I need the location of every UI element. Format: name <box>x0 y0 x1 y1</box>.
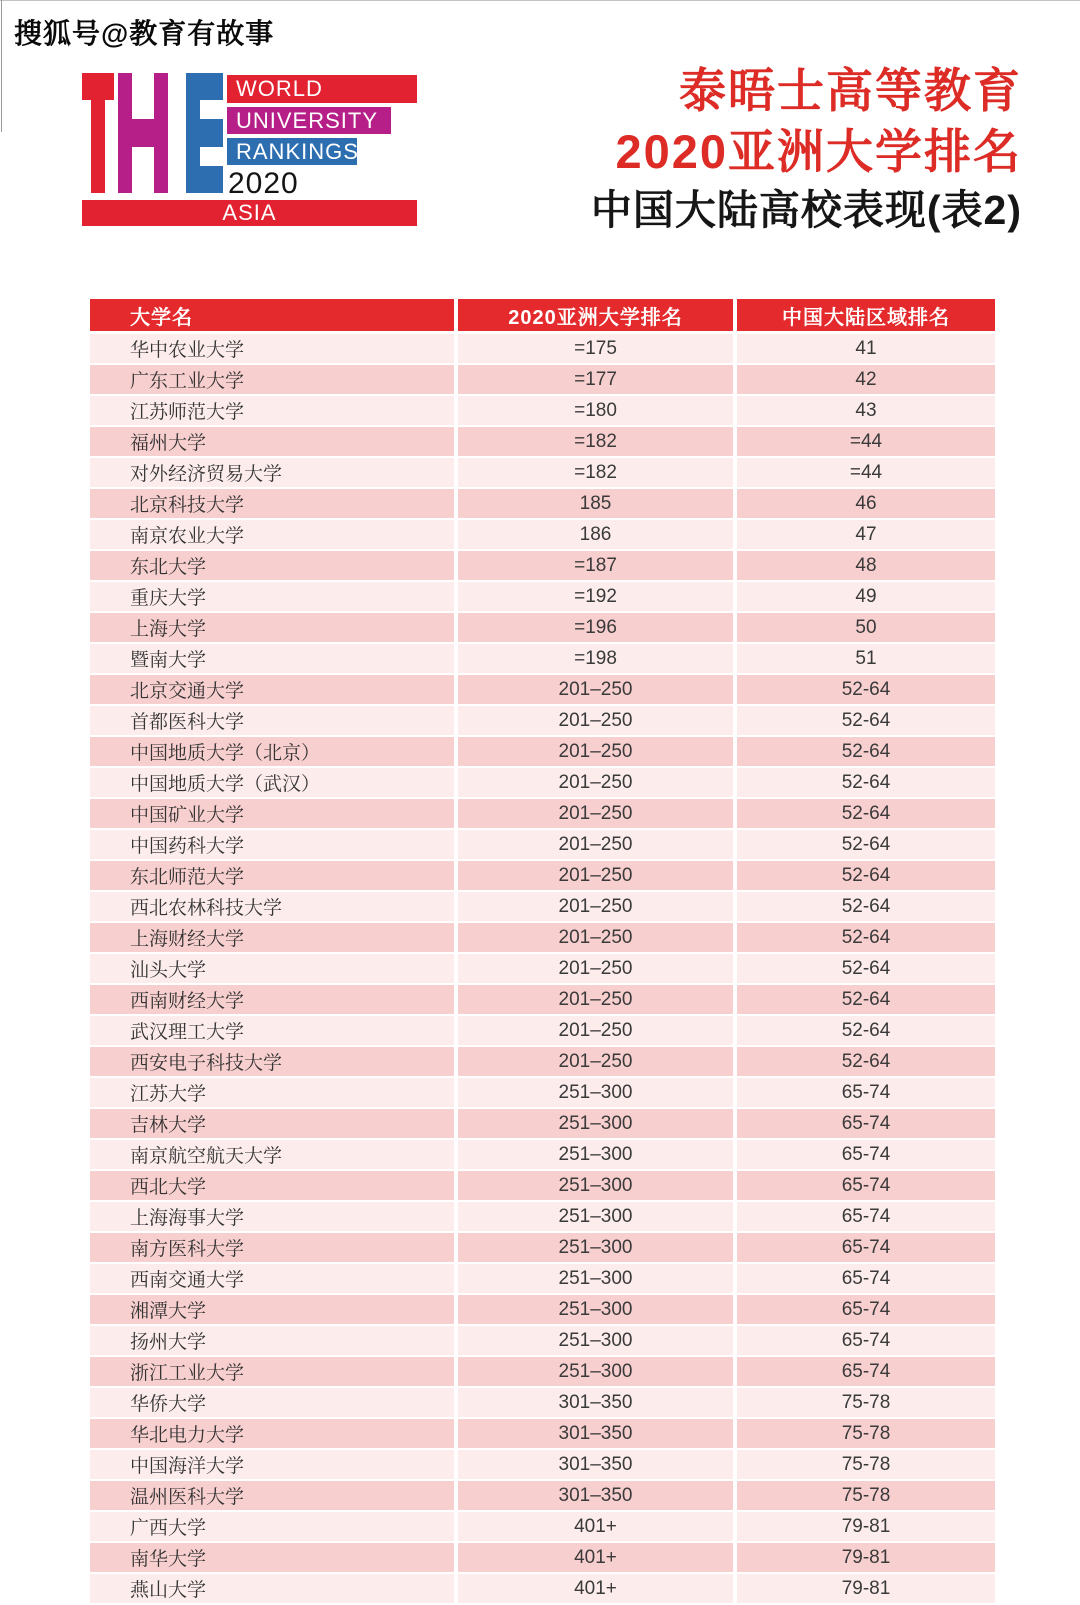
table-row <box>90 953 995 984</box>
table-row <box>90 1077 995 1108</box>
asia-rank-cell: =182 <box>456 426 735 457</box>
university-name-cell: 江苏师范大学 <box>90 395 456 426</box>
university-name-cell: 南华大学 <box>90 1542 456 1573</box>
table-row <box>90 1263 995 1294</box>
table-row <box>90 426 995 457</box>
mainland-rank-cell: 75-78 <box>735 1480 995 1511</box>
university-name-cell: 广东工业大学 <box>90 364 456 395</box>
asia-rank-cell: =180 <box>456 395 735 426</box>
asia-rank-cell: 251–300 <box>456 1232 735 1263</box>
asia-rank-cell: 201–250 <box>456 705 735 736</box>
mainland-rank-cell: 65-74 <box>735 1108 995 1139</box>
logo-year: 2020 <box>228 167 299 200</box>
asia-rank-cell: =182 <box>456 457 735 488</box>
table-row <box>90 922 995 953</box>
university-name-cell: 东北大学 <box>90 550 456 581</box>
col-header-mainland-rank: 中国大陆区域排名 <box>735 299 995 333</box>
title-line-2: 2020亚洲大学排名 <box>615 125 1022 178</box>
mainland-rank-cell: 42 <box>735 364 995 395</box>
table-row <box>90 767 995 798</box>
asia-rank-cell: 401+ <box>456 1573 735 1604</box>
university-name-cell: 上海大学 <box>90 612 456 643</box>
university-name-cell: 北京科技大学 <box>90 488 456 519</box>
title-line-3: 中国大陆高校表现(表2) <box>590 187 1022 233</box>
university-name-cell: 汕头大学 <box>90 953 456 984</box>
mainland-rank-cell: 79-81 <box>735 1511 995 1542</box>
logo-bar-university <box>227 107 391 134</box>
asia-rank-cell: 251–300 <box>456 1108 735 1139</box>
page-title <box>591 60 1022 239</box>
university-name-cell: 北京交通大学 <box>90 674 456 705</box>
university-name-cell: 广西大学 <box>90 1511 456 1542</box>
mainland-rank-cell: 52-64 <box>735 1015 995 1046</box>
asia-rank-cell: 401+ <box>456 1542 735 1573</box>
table-row <box>90 1201 995 1232</box>
asia-rank-cell: 251–300 <box>456 1294 735 1325</box>
table-row <box>90 488 995 519</box>
table-row <box>90 1418 995 1449</box>
table-row <box>90 891 995 922</box>
table-row <box>90 1387 995 1418</box>
university-name-cell: 南方医科大学 <box>90 1232 456 1263</box>
asia-rank-cell: 201–250 <box>456 767 735 798</box>
asia-rank-cell: 201–250 <box>456 984 735 1015</box>
table-row <box>90 1542 995 1573</box>
university-name-cell: 重庆大学 <box>90 581 456 612</box>
table-row <box>90 674 995 705</box>
table-row <box>90 1356 995 1387</box>
mainland-rank-cell: 52-64 <box>735 953 995 984</box>
university-name-cell: 南京农业大学 <box>90 519 456 550</box>
asia-rank-cell: 251–300 <box>456 1170 735 1201</box>
asia-rank-cell: 201–250 <box>456 891 735 922</box>
table-row <box>90 1046 995 1077</box>
university-name-cell: 福州大学 <box>90 426 456 457</box>
mainland-rank-cell: 52-64 <box>735 860 995 891</box>
asia-rank-cell: 186 <box>456 519 735 550</box>
university-name-cell: 中国地质大学（武汉） <box>90 767 456 798</box>
university-name-cell: 首都医科大学 <box>90 705 456 736</box>
mainland-rank-cell: 51 <box>735 643 995 674</box>
table-row <box>90 1170 995 1201</box>
university-name-cell: 西南财经大学 <box>90 984 456 1015</box>
table-row <box>90 1015 995 1046</box>
table-row <box>90 519 995 550</box>
mainland-rank-cell: 52-64 <box>735 829 995 860</box>
university-name-cell: 温州医科大学 <box>90 1480 456 1511</box>
mainland-rank-cell: 52-64 <box>735 705 995 736</box>
mainland-rank-cell: 65-74 <box>735 1201 995 1232</box>
asia-rank-cell: 201–250 <box>456 1015 735 1046</box>
table-row <box>90 1511 995 1542</box>
mainland-rank-cell: 65-74 <box>735 1294 995 1325</box>
university-name-cell: 中国矿业大学 <box>90 798 456 829</box>
asia-rank-cell: 251–300 <box>456 1201 735 1232</box>
ranking-table <box>90 299 995 1605</box>
mainland-rank-cell: 75-78 <box>735 1418 995 1449</box>
university-name-cell: 吉林大学 <box>90 1108 456 1139</box>
mainland-rank-cell: 41 <box>735 333 995 365</box>
mainland-rank-cell: 52-64 <box>735 736 995 767</box>
table-row <box>90 984 995 1015</box>
the-asia-logo <box>82 73 418 227</box>
logo-rankings-label: RANKINGS <box>236 138 359 164</box>
asia-rank-cell: 251–300 <box>456 1077 735 1108</box>
table-row <box>90 457 995 488</box>
table-row <box>90 364 995 395</box>
asia-rank-cell: 201–250 <box>456 953 735 984</box>
university-name-cell: 上海财经大学 <box>90 922 456 953</box>
mainland-rank-cell: 47 <box>735 519 995 550</box>
asia-rank-cell: 251–300 <box>456 1263 735 1294</box>
asia-rank-cell: =198 <box>456 643 735 674</box>
col-header-university-name: 大学名 <box>90 299 456 333</box>
university-name-cell: 湘潭大学 <box>90 1294 456 1325</box>
table-header <box>90 299 995 333</box>
mainland-rank-cell: 65-74 <box>735 1325 995 1356</box>
table-row <box>90 550 995 581</box>
university-name-cell: 上海海事大学 <box>90 1201 456 1232</box>
watermark: 搜狐号@教育有故事 <box>14 18 275 49</box>
top-border-line <box>0 0 1080 1</box>
mainland-rank-cell: 65-74 <box>735 1263 995 1294</box>
asia-rank-cell: 301–350 <box>456 1449 735 1480</box>
table-row <box>90 705 995 736</box>
asia-rank-cell: 201–250 <box>456 798 735 829</box>
asia-rank-cell: 301–350 <box>456 1480 735 1511</box>
asia-rank-cell: =175 <box>456 333 735 365</box>
table-row <box>90 643 995 674</box>
logo-asia-label: ASIA <box>222 200 277 225</box>
logo-bar-world <box>227 75 417 103</box>
asia-rank-cell: 201–250 <box>456 1046 735 1077</box>
mainland-rank-cell: 46 <box>735 488 995 519</box>
table-row <box>90 798 995 829</box>
mainland-rank-cell: 65-74 <box>735 1356 995 1387</box>
mainland-rank-cell: 75-78 <box>735 1449 995 1480</box>
university-name-cell: 江苏大学 <box>90 1077 456 1108</box>
university-name-cell: 西南交通大学 <box>90 1263 456 1294</box>
asia-rank-cell: 201–250 <box>456 922 735 953</box>
mainland-rank-cell: 48 <box>735 550 995 581</box>
table-row <box>90 1139 995 1170</box>
header-row <box>90 299 995 333</box>
mainland-rank-cell: 79-81 <box>735 1542 995 1573</box>
logo-world-label: WORLD <box>236 76 323 101</box>
university-name-cell: 扬州大学 <box>90 1325 456 1356</box>
table-row <box>90 736 995 767</box>
logo-bar-asia <box>82 200 417 226</box>
mainland-rank-cell: 52-64 <box>735 798 995 829</box>
asia-rank-cell: 251–300 <box>456 1356 735 1387</box>
mainland-rank-cell: 52-64 <box>735 984 995 1015</box>
university-name-cell: 西北大学 <box>90 1170 456 1201</box>
mainland-rank-cell: 75-78 <box>735 1387 995 1418</box>
asia-rank-cell: 201–250 <box>456 736 735 767</box>
mainland-rank-cell: 52-64 <box>735 767 995 798</box>
table-row <box>90 612 995 643</box>
university-name-cell: 对外经济贸易大学 <box>90 457 456 488</box>
logo-university-label: UNIVERSITY <box>236 107 379 133</box>
asia-rank-cell: =187 <box>456 550 735 581</box>
logo-bar-rankings <box>227 138 357 165</box>
university-name-cell: 浙江工业大学 <box>90 1356 456 1387</box>
table-row <box>90 333 995 365</box>
asia-rank-cell: =177 <box>456 364 735 395</box>
asia-rank-cell: 201–250 <box>456 674 735 705</box>
table-row <box>90 1449 995 1480</box>
university-name-cell: 中国药科大学 <box>90 829 456 860</box>
mainland-rank-cell: 43 <box>735 395 995 426</box>
university-name-cell: 燕山大学 <box>90 1573 456 1604</box>
table-row <box>90 829 995 860</box>
table-row <box>90 1294 995 1325</box>
university-name-cell: 南京航空航天大学 <box>90 1139 456 1170</box>
asia-rank-cell: 301–350 <box>456 1418 735 1449</box>
university-name-cell: 西北农林科技大学 <box>90 891 456 922</box>
asia-rank-cell: 401+ <box>456 1511 735 1542</box>
mainland-rank-cell: 79-81 <box>735 1573 995 1604</box>
mainland-rank-cell: 50 <box>735 612 995 643</box>
mainland-rank-cell: 65-74 <box>735 1139 995 1170</box>
mainland-rank-cell: 52-64 <box>735 922 995 953</box>
mainland-rank-cell: 65-74 <box>735 1077 995 1108</box>
table-row <box>90 1232 995 1263</box>
asia-rank-cell: 201–250 <box>456 829 735 860</box>
mainland-rank-cell: 49 <box>735 581 995 612</box>
mainland-rank-cell: 65-74 <box>735 1170 995 1201</box>
mainland-rank-cell: =44 <box>735 426 995 457</box>
table-row <box>90 395 995 426</box>
table-row <box>90 581 995 612</box>
table-body <box>90 333 995 1605</box>
table-row <box>90 1480 995 1511</box>
university-name-cell: 华北电力大学 <box>90 1418 456 1449</box>
mainland-rank-cell: =44 <box>735 457 995 488</box>
mainland-rank-cell: 65-74 <box>735 1232 995 1263</box>
university-name-cell: 中国地质大学（北京） <box>90 736 456 767</box>
table-row <box>90 1108 995 1139</box>
mainland-rank-cell: 52-64 <box>735 1046 995 1077</box>
asia-rank-cell: =192 <box>456 581 735 612</box>
title-line-1: 泰晤士高等教育 <box>679 64 1022 117</box>
table-row <box>90 1573 995 1604</box>
asia-rank-cell: 251–300 <box>456 1325 735 1356</box>
asia-rank-cell: 185 <box>456 488 735 519</box>
table-row <box>90 860 995 891</box>
left-border-line <box>1 0 2 132</box>
university-name-cell: 中国海洋大学 <box>90 1449 456 1480</box>
university-name-cell: 暨南大学 <box>90 643 456 674</box>
university-name-cell: 东北师范大学 <box>90 860 456 891</box>
asia-rank-cell: 201–250 <box>456 860 735 891</box>
university-name-cell: 武汉理工大学 <box>90 1015 456 1046</box>
mainland-rank-cell: 52-64 <box>735 891 995 922</box>
university-name-cell: 华侨大学 <box>90 1387 456 1418</box>
university-name-cell: 华中农业大学 <box>90 333 456 365</box>
university-name-cell: 西安电子科技大学 <box>90 1046 456 1077</box>
mainland-rank-cell: 52-64 <box>735 674 995 705</box>
table-row <box>90 1325 995 1356</box>
col-header-asia-rank: 2020亚洲大学排名 <box>456 299 735 333</box>
asia-rank-cell: 251–300 <box>456 1139 735 1170</box>
asia-rank-cell: 301–350 <box>456 1387 735 1418</box>
asia-rank-cell: =196 <box>456 612 735 643</box>
